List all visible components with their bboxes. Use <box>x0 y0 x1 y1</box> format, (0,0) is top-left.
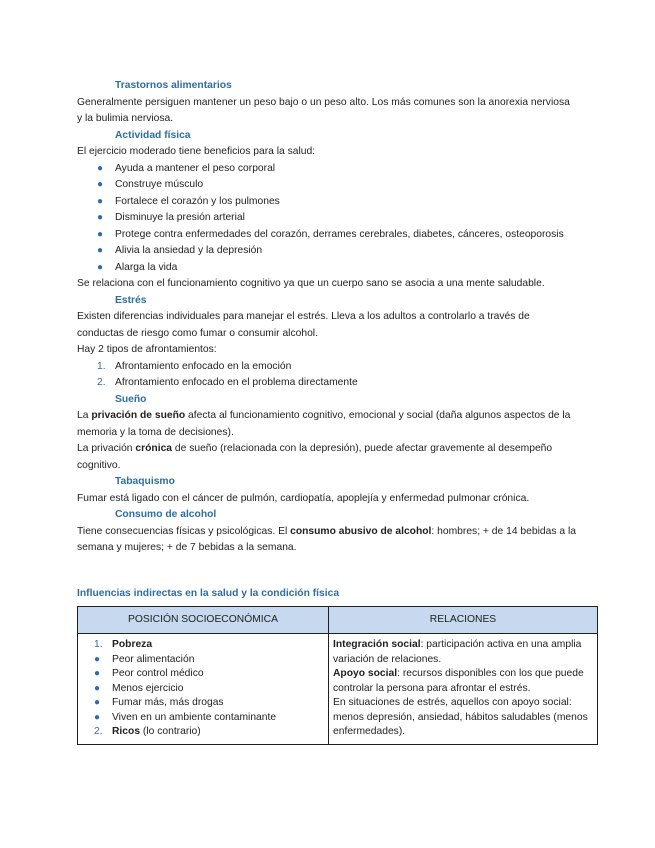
sueno-paragraph-2: La privación crónica de sueño (relacionada con la depresión), puede afectar gravemente al desempeño cognitivo. <box>77 443 553 471</box>
apoyo-social: Apoyo social: recursos disponibles con los que puede controlar la persona para afrontar el estrés. <box>333 668 584 694</box>
estres-intro: Hay 2 tipos de afrontamientos: <box>77 344 217 355</box>
column-header-socioeconomica: POSICIÓN SOCIOECONÓMICA <box>78 607 329 634</box>
list-item: ● Fumar más, más drogas <box>82 696 324 711</box>
situaciones-estres: En situaciones de estrés, aquellos con apoyo social: menos depresión, ansiedad, hábitos saludables (menos enfermedades). <box>333 697 588 737</box>
list-item: ● Viven en un ambiente contaminante <box>82 711 324 726</box>
integracion-social: Integración social: participación activa en una amplia variación de relaciones. <box>333 639 582 665</box>
trastornos-text: Generalmente persiguen mantener un peso bajo o un peso alto. Los más comunes son la anorexia nerviosa y la bulimia nerviosa. <box>77 96 570 124</box>
list-number: 2. <box>97 377 106 388</box>
list-item: ● Menos ejercicio <box>82 682 324 697</box>
socioeconomic-cell <box>78 634 329 745</box>
list-item: 2. Ricos (lo contrario) <box>94 726 201 737</box>
document-body <box>77 78 577 557</box>
table-row <box>78 634 598 745</box>
list-item: ● Protege contra enfermedades del corazón, derrames cerebrales, diabetes, cánceres, osteoporosis <box>77 227 577 244</box>
socioeconomic-list <box>82 638 324 740</box>
bullet-icon: ● <box>97 212 104 223</box>
afrontamientos-list <box>77 359 577 392</box>
list-item: 1. Afrontamiento enfocado en la emoción <box>77 359 577 376</box>
list-item: 2. Afrontamiento enfocado en el problema directamente <box>77 375 577 392</box>
table-title: Influencias indirectas en la salud y la condición física <box>77 588 340 599</box>
list-item: ● Peor alimentación <box>82 653 324 668</box>
list-item: ● Disminuye la presión arterial <box>77 210 577 227</box>
column-header-relaciones: RELACIONES <box>329 607 598 634</box>
bullet-icon: ● <box>94 711 101 723</box>
bullet-icon: ● <box>94 682 101 694</box>
bullet-icon: ● <box>97 162 104 174</box>
actividad-benefits-list <box>77 161 577 277</box>
heading-alcohol: Consumo de alcohol <box>115 509 217 520</box>
list-item: ● Alivia la ansiedad y la depresión <box>77 243 577 260</box>
bullet-icon: ● <box>97 228 104 240</box>
relations-cell <box>329 634 598 745</box>
table-header-row <box>78 607 598 634</box>
list-item: ● Construye músculo <box>77 177 577 194</box>
bullet-icon: ● <box>97 179 104 190</box>
heading-actividad: Actividad física <box>115 129 191 141</box>
estres-text: Existen diferencias individuales para manejar el estrés. Lleva a los adultos a controlarlo a través de conductas de riesgo como fumar o consumir alcohol. <box>77 311 530 339</box>
bullet-icon: ● <box>94 697 101 708</box>
heading-sueno: Sueño <box>115 393 147 405</box>
list-item: ● Alarga la vida <box>77 260 577 277</box>
actividad-intro: El ejercicio moderado tiene beneficios para la salud: <box>77 146 316 157</box>
list-item: ● Fortalece el corazón y los pulmones <box>77 194 577 211</box>
influences-table <box>77 606 598 745</box>
sueno-paragraph-1: La privación de sueño afecta al funcionamiento cognitivo, emocional y social (daña algunos aspectos de la memoria y la toma de decisiones). <box>77 410 571 438</box>
list-item: ● Peor control médico <box>82 667 324 682</box>
bullet-icon: ● <box>97 245 104 256</box>
actividad-outro: Se relaciona con el funcionamiento cognitivo ya que un cuerpo sano se asocia a una mente saludable. <box>77 278 545 289</box>
heading-trastornos: Trastornos alimentarios <box>115 80 232 91</box>
bullet-icon: ● <box>94 653 101 665</box>
bullet-icon: ● <box>97 195 104 207</box>
tabaquismo-text: Fumar está ligado con el cáncer de pulmón, cardiopatía, apoplejía y enfermedad pulmonar crónica. <box>77 492 530 504</box>
heading-tabaquismo: Tabaquismo <box>115 476 175 487</box>
list-number: 1. <box>97 360 106 372</box>
list-item: 1. Pobreza <box>94 639 153 650</box>
heading-estres: Estrés <box>115 294 147 306</box>
bullet-icon: ● <box>94 668 101 679</box>
list-item: ● Ayuda a mantener el peso corporal <box>77 161 577 178</box>
bullet-icon: ● <box>97 261 104 273</box>
alcohol-text: Tiene consecuencias físicas y psicológicas. El consumo abusivo de alcohol: hombres; + de 14 bebidas a la semana y mujeres; + de 7 bebidas a la semana. <box>77 525 576 553</box>
